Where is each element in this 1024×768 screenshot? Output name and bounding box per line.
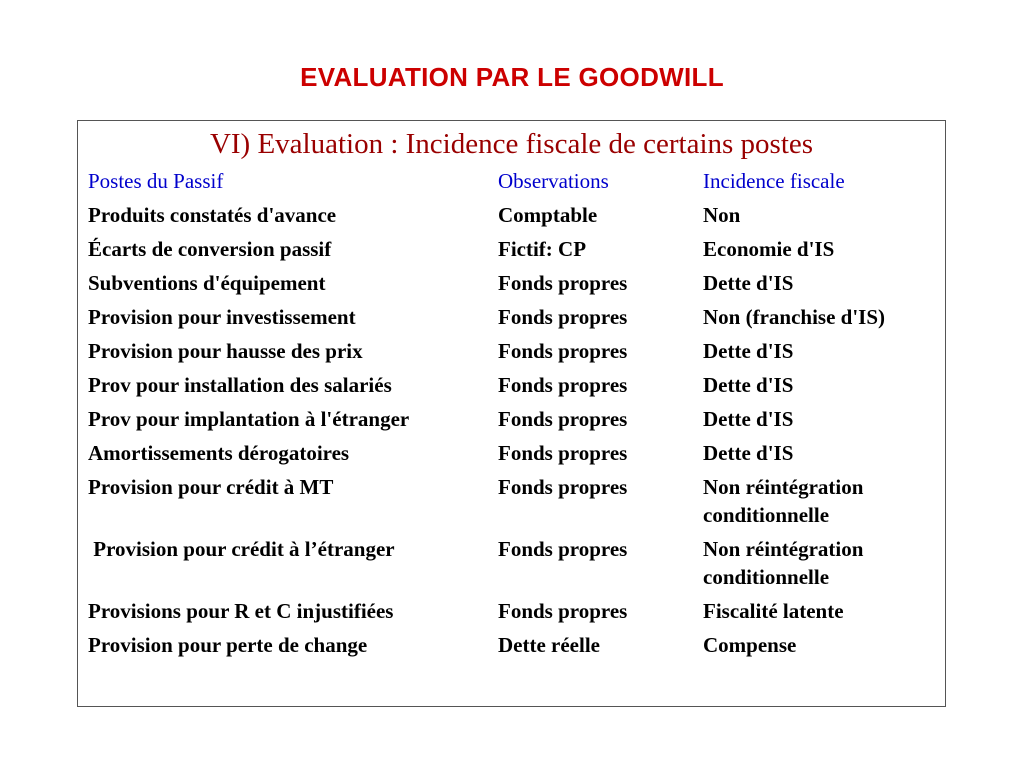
cell-observation: Fonds propres	[498, 537, 628, 561]
table-row	[88, 337, 943, 371]
table-row	[88, 631, 943, 665]
cell-incidence: Economie d'IS	[703, 237, 835, 261]
table-row	[88, 235, 943, 269]
cell-observation: Dette réelle	[498, 633, 600, 657]
table-row	[88, 439, 943, 473]
cell-observation: Fonds propres	[498, 599, 628, 623]
cell-poste: Provisions pour R et C injustifiées	[88, 599, 394, 623]
cell-incidence: Compense	[703, 633, 797, 657]
table-row	[88, 371, 943, 405]
cell-observation: Fictif: CP	[498, 237, 587, 261]
section-title: VI) Evaluation : Incidence fiscale de certains postes	[209, 128, 814, 160]
cell-poste: Produits constatés d'avance	[88, 203, 337, 227]
cell-observation: Fonds propres	[498, 475, 628, 499]
cell-observation: Fonds propres	[498, 271, 628, 295]
table-row	[88, 269, 943, 303]
cell-incidence: Non	[703, 203, 741, 227]
table-row	[88, 597, 943, 631]
tax-incidence-table	[88, 167, 943, 665]
table-row	[88, 201, 943, 235]
cell-poste: Provision pour investissement	[88, 305, 356, 329]
cell-poste: Provision pour crédit à MT	[88, 475, 334, 499]
cell-incidence: Dette d'IS	[703, 407, 794, 431]
cell-incidence: Dette d'IS	[703, 373, 794, 397]
cell-observation: Comptable	[498, 203, 598, 227]
cell-poste: Écarts de conversion passif	[88, 237, 332, 261]
cell-poste: Subventions d'équipement	[88, 271, 326, 295]
cell-incidence: Dette d'IS	[703, 339, 794, 363]
cell-incidence: Fiscalité latente	[703, 599, 844, 623]
cell-poste: Provision pour perte de change	[88, 633, 368, 657]
cell-incidence: Dette d'IS	[703, 441, 794, 465]
table-row	[88, 405, 943, 439]
column-header-incidence: Incidence fiscale	[703, 169, 845, 193]
cell-observation: Fonds propres	[498, 305, 628, 329]
column-header-observations: Observations	[498, 169, 609, 193]
cell-observation: Fonds propres	[498, 441, 628, 465]
cell-poste: Prov pour installation des salariés	[88, 373, 392, 397]
cell-poste: Prov pour implantation à l'étranger	[88, 407, 410, 431]
content-frame	[77, 120, 946, 707]
cell-poste: Provision pour crédit à l’étranger	[88, 537, 395, 561]
cell-incidence: Non réintégration conditionnelle	[703, 537, 864, 589]
cell-observation: Fonds propres	[498, 407, 628, 431]
table-row	[88, 303, 943, 337]
slide-title: EVALUATION PAR LE GOODWILL	[300, 62, 724, 92]
cell-observation: Fonds propres	[498, 373, 628, 397]
table-row	[88, 535, 943, 597]
cell-poste: Provision pour hausse des prix	[88, 339, 363, 363]
column-header-postes: Postes du Passif	[88, 169, 224, 193]
table-header-row	[88, 167, 943, 201]
cell-incidence: Non (franchise d'IS)	[703, 305, 886, 329]
cell-incidence: Non réintégration conditionnelle	[703, 475, 864, 527]
cell-observation: Fonds propres	[498, 339, 628, 363]
cell-poste: Amortissements dérogatoires	[88, 441, 350, 465]
cell-incidence: Dette d'IS	[703, 271, 794, 295]
table-row	[88, 473, 943, 535]
